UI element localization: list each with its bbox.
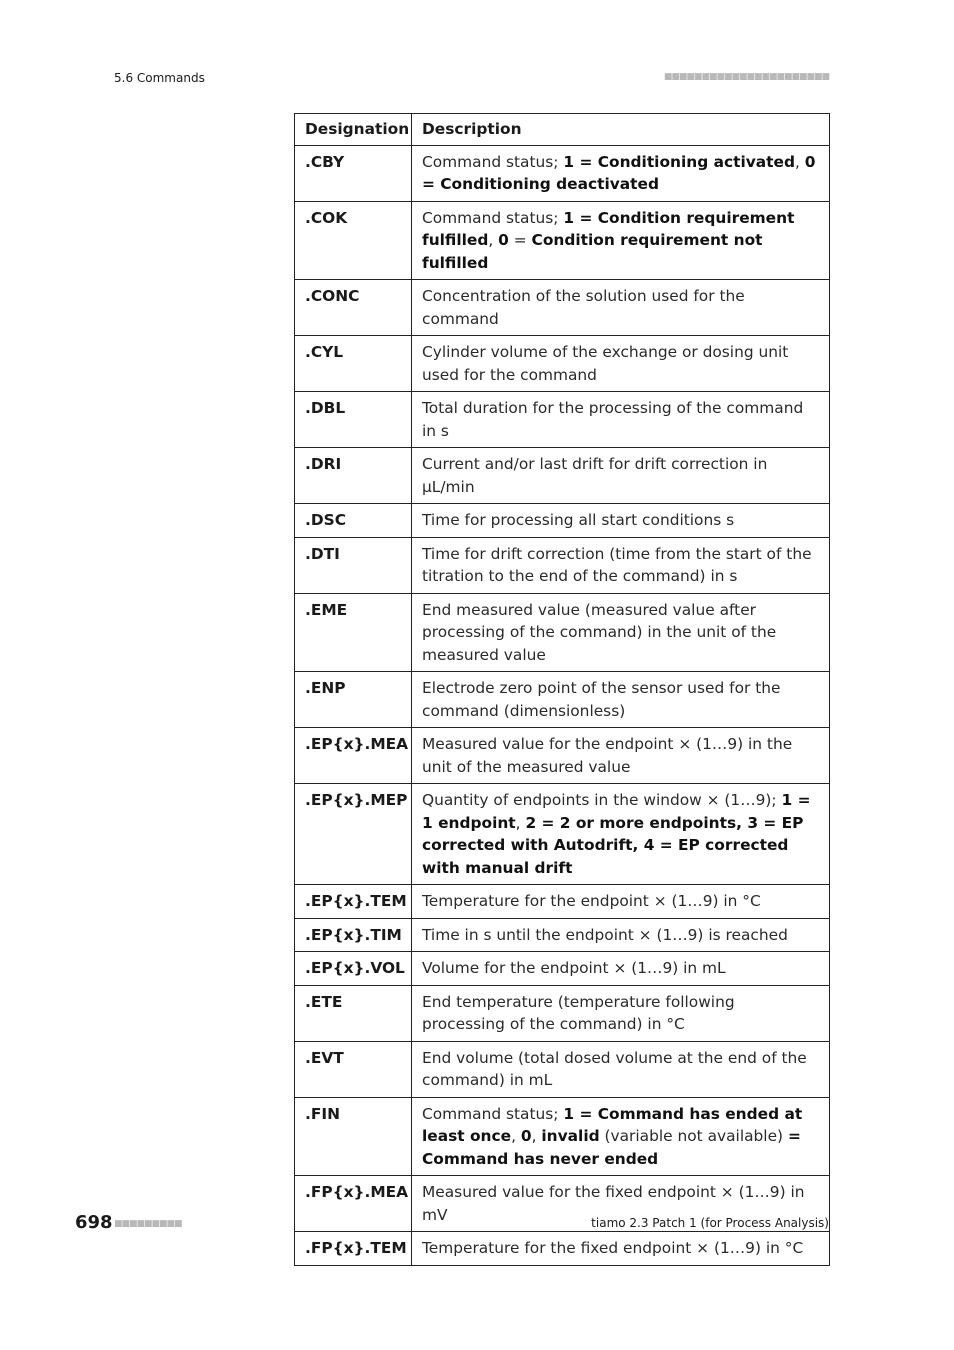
column-header-description: Description — [412, 114, 830, 146]
description-cell: Temperature for the endpoint × (1…9) in °C — [412, 885, 830, 919]
description-cell: Quantity of endpoints in the window × (1…9); 1 = 1 endpoint, 2 = 2 or more endpoints, 3 = EP corrected with Autodrift, 4 = EP corrected with manual drift — [412, 784, 830, 885]
description-cell: Concentration of the solution used for the command — [412, 280, 830, 336]
table-row — [295, 1041, 830, 1097]
description-cell: End volume (total dosed volume at the end of the command) in mL — [412, 1041, 830, 1097]
designation-cell: .EME — [295, 593, 412, 672]
table-row — [295, 918, 830, 952]
designation-cell: .EP{x}.MEA — [295, 728, 412, 784]
designation-cell: .ETE — [295, 985, 412, 1041]
description-cell: End measured value (measured value after processing of the command) in the unit of the measured value — [412, 593, 830, 672]
description-cell: Time for processing all start conditions s — [412, 504, 830, 538]
designation-cell: .EP{x}.TIM — [295, 918, 412, 952]
description-cell: Measured value for the endpoint × (1…9) in the unit of the measured value — [412, 728, 830, 784]
table-row — [295, 672, 830, 728]
designation-cell: .ENP — [295, 672, 412, 728]
description-cell: Temperature for the fixed endpoint × (1…9) in °C — [412, 1232, 830, 1266]
description-cell: End temperature (temperature following processing of the command) in °C — [412, 985, 830, 1041]
table-row — [295, 728, 830, 784]
description-cell: Time in s until the endpoint × (1…9) is reached — [412, 918, 830, 952]
table-row — [295, 280, 830, 336]
description-cell: Command status; 1 = Condition requirement fulfilled, 0 = Condition requirement not fulfilled — [412, 201, 830, 280]
designation-cell: .FP{x}.TEM — [295, 1232, 412, 1266]
designation-cell: .EP{x}.MEP — [295, 784, 412, 885]
description-cell: Command status; 1 = Command has ended at least once, 0, invalid (variable not available) = Command has never ended — [412, 1097, 830, 1176]
table-header-row — [295, 114, 830, 146]
table-row — [295, 985, 830, 1041]
description-cell: Volume for the endpoint × (1…9) in mL — [412, 952, 830, 986]
designation-cell: .DRI — [295, 448, 412, 504]
designation-cell: .EP{x}.TEM — [295, 885, 412, 919]
designation-cell: .CYL — [295, 336, 412, 392]
designation-cell: .EVT — [295, 1041, 412, 1097]
command-variables-table — [294, 113, 830, 1266]
designation-cell: .CONC — [295, 280, 412, 336]
footer-product-name: tiamo 2.3 Patch 1 (for Process Analysis) — [591, 1216, 829, 1230]
designation-cell: .EP{x}.VOL — [295, 952, 412, 986]
designation-cell: .COK — [295, 201, 412, 280]
table-row — [295, 201, 830, 280]
description-cell: Cylinder volume of the exchange or dosing unit used for the command — [412, 336, 830, 392]
running-header-dots: ■■■■■■■■■■■■■■■■■■■■■■ — [663, 72, 829, 82]
designation-cell: .CBY — [295, 145, 412, 201]
table-row — [295, 145, 830, 201]
table-row — [295, 784, 830, 885]
designation-cell: .DBL — [295, 392, 412, 448]
page-number: 698 — [75, 1212, 113, 1233]
designation-cell: .FIN — [295, 1097, 412, 1176]
description-cell: Measured value for the fixed endpoint × (1…9) in mV — [412, 1176, 830, 1232]
table-row — [295, 1232, 830, 1266]
table-row — [295, 448, 830, 504]
table-row — [295, 952, 830, 986]
designation-cell: .DTI — [295, 537, 412, 593]
table-row — [295, 392, 830, 448]
designation-cell: .DSC — [295, 504, 412, 538]
table-row — [295, 504, 830, 538]
description-cell: Total duration for the processing of the command in s — [412, 392, 830, 448]
description-cell: Electrode zero point of the sensor used for the command (dimensionless) — [412, 672, 830, 728]
table-row — [295, 885, 830, 919]
description-cell: Command status; 1 = Conditioning activated, 0 = Conditioning deactivated — [412, 145, 830, 201]
table-row — [295, 593, 830, 672]
running-header-section: 5.6 Commands — [114, 71, 205, 85]
table-row — [295, 336, 830, 392]
description-cell: Time for drift correction (time from the start of the titration to the end of the command) in s — [412, 537, 830, 593]
designation-cell: .FP{x}.MEA — [295, 1176, 412, 1232]
table-row — [295, 1097, 830, 1176]
description-cell: Current and/or last drift for drift correction in µL/min — [412, 448, 830, 504]
footer-dots: ■■■■■■■■■ — [114, 1219, 182, 1229]
table-row — [295, 537, 830, 593]
column-header-designation: Designation — [295, 114, 412, 146]
